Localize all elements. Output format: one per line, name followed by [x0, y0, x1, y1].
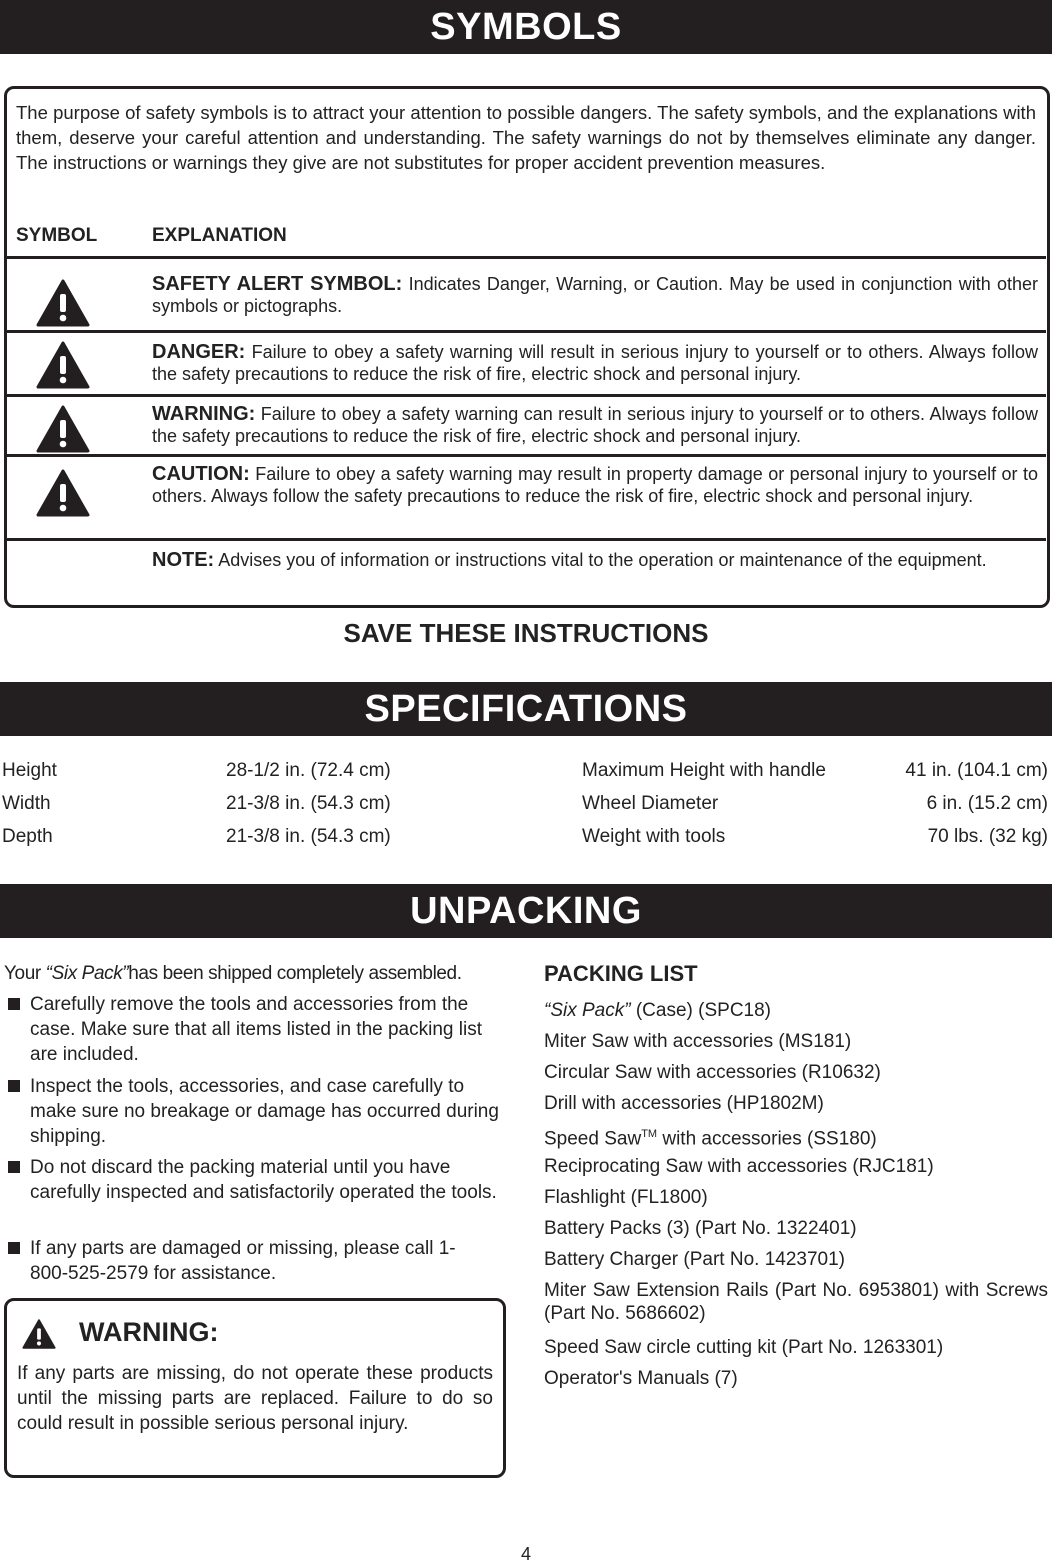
safety-alert-icon — [36, 341, 90, 389]
symbols-banner: SYMBOLS — [0, 0, 1052, 54]
packing-item: Drill with accessories (HP1802M) — [544, 1093, 824, 1114]
spec-value: 70 lbs. (32 kg) — [927, 826, 1048, 847]
spec-value: 21-3/8 in. (54.3 cm) — [226, 826, 391, 847]
bullet-square — [8, 1080, 20, 1092]
six-pack-name: “Six Pack” — [544, 1000, 631, 1021]
trademark-mark: TM — [641, 1128, 658, 1140]
column-header-symbol: SYMBOL — [16, 225, 98, 246]
packing-item: Flashlight (FL1800) — [544, 1187, 708, 1208]
six-pack-case: (Case) (SPC18) — [630, 1000, 771, 1021]
page-number: 4 — [520, 1544, 531, 1564]
danger-explanation — [152, 341, 1038, 385]
spec-value: 41 in. (104.1 cm) — [905, 760, 1048, 781]
speed-saw-rest: with accessories (SS180) — [657, 1128, 877, 1150]
symbol-row-danger — [6, 330, 1046, 394]
symbol-row-warning — [6, 394, 1046, 454]
note-explanation — [152, 549, 1038, 571]
spec-value: 6 in. (15.2 cm) — [926, 793, 1048, 814]
warning-box-text: If any parts are missing, do not operate these products until the missing parts are replaced. Failure to do so could result in possible serious personal injury. — [17, 1363, 493, 1434]
packing-item: Miter Saw Extension Rails (Part No. 6953801) with Screws (Part No. 5686602) — [544, 1280, 1048, 1324]
packing-item — [544, 999, 771, 1022]
warning-explanation — [152, 403, 1038, 447]
unpacking-intro — [4, 961, 514, 986]
packing-item: Miter Saw with accessories (MS181) — [544, 1031, 852, 1052]
packing-item: Battery Charger (Part No. 1423701) — [544, 1249, 845, 1270]
column-header-explanation: EXPLANATION — [152, 225, 287, 246]
safety-alert-icon — [36, 279, 90, 327]
caution-label: CAUTION: — [152, 463, 250, 485]
spec-value: 28-1/2 in. (72.4 cm) — [226, 760, 391, 781]
speed-saw-name: Speed Saw — [544, 1128, 642, 1150]
spec-value: 21-3/8 in. (54.3 cm) — [226, 793, 391, 814]
caution-text: Failure to obey a safety warning may result in property damage or personal injury to yourself or to others. Always follow the safety precautions to reduce the risk of fire, electric shock and personal injury. — [152, 464, 1038, 506]
packing-item: Speed Saw circle cutting kit (Part No. 1263301) — [544, 1337, 944, 1358]
spec-name: Width — [2, 793, 51, 814]
packing-item — [544, 1123, 877, 1150]
warning-label: WARNING: — [152, 403, 256, 425]
danger-label: DANGER: — [152, 341, 246, 363]
note-label: NOTE: — [152, 549, 215, 571]
spec-name: Maximum Height with handle — [582, 760, 826, 781]
bullet-square — [8, 1161, 20, 1173]
safety-alert-label: SAFETY ALERT SYMBOL: — [152, 273, 403, 295]
intro-pre: Your — [4, 963, 46, 984]
save-instructions-heading: SAVE THESE INSTRUCTIONS — [343, 618, 709, 648]
packing-list-title: PACKING LIST — [544, 961, 698, 986]
packing-item: Operator's Manuals (7) — [544, 1368, 738, 1389]
spec-name: Weight with tools — [582, 826, 726, 847]
bullet-square — [8, 998, 20, 1010]
safety-alert-icon — [21, 1319, 57, 1349]
symbol-row-safety-alert — [6, 256, 1046, 330]
unpacking-banner: UNPACKING — [0, 884, 1052, 938]
safety-alert-icon — [36, 469, 90, 517]
intro-six-pack: “Six Pack” — [45, 963, 129, 984]
caution-explanation — [152, 463, 1038, 507]
unpacking-bullet: Carefully remove the tools and accessories from the case. Make sure that all items listed in the packing list are included. — [30, 994, 482, 1065]
spec-name: Wheel Diameter — [582, 793, 719, 814]
bullet-square — [8, 1242, 20, 1254]
packing-item: Battery Packs (3) (Part No. 1322401) — [544, 1218, 857, 1239]
safety-alert-icon — [36, 405, 90, 453]
packing-item: Reciprocating Saw with accessories (RJC181) — [544, 1156, 934, 1177]
spec-name: Height — [2, 760, 57, 781]
specifications-banner: SPECIFICATIONS — [0, 682, 1052, 736]
unpacking-bullet: Inspect the tools, accessories, and case carefully to make sure no breakage or damage has occurred during shipping. — [30, 1076, 499, 1147]
packing-item: Circular Saw with accessories (R10632) — [544, 1062, 881, 1083]
intro-post: has been shipped completely assembled. — [128, 963, 462, 984]
note-text: Advises you of information or instructions vital to the operation or maintenance of the equipment. — [218, 550, 987, 570]
warning-box-title: WARNING: — [79, 1317, 219, 1347]
symbols-intro: The purpose of safety symbols is to attract your attention to possible dangers. The safety symbols, and the explanations with them, deserve your careful attention and understanding. The safety warnings do not by themselves eliminate any danger. The instructions or warnings they give are not substitutes for proper accident prevention measures. — [16, 102, 1036, 173]
symbol-row-caution — [6, 454, 1046, 538]
danger-text: Failure to obey a safety warning will result in serious injury to yourself or to others. Always follow the safety precautions to reduce the risk of fire, electric shock and personal injury. — [152, 342, 1038, 384]
unpacking-bullet: If any parts are damaged or missing, please call 1-800-525-2579 for assistance. — [30, 1238, 456, 1284]
safety-alert-explanation — [152, 273, 1038, 317]
warning-text: Failure to obey a safety warning can result in serious injury to yourself or to others. Always follow the safety precautions to reduce the risk of fire, electric shock and personal injury. — [152, 404, 1038, 446]
unpacking-bullet: Do not discard the packing material until you have carefully inspected and satisfactorily operated the tools. — [30, 1157, 497, 1203]
spec-name: Depth — [2, 826, 53, 847]
warning-box — [4, 1298, 506, 1478]
symbol-row-note — [6, 538, 1046, 604]
safety-alert-text: Indicates Danger, Warning, or Caution. May be used in conjunction with other symbols or pictographs. — [152, 274, 1038, 316]
